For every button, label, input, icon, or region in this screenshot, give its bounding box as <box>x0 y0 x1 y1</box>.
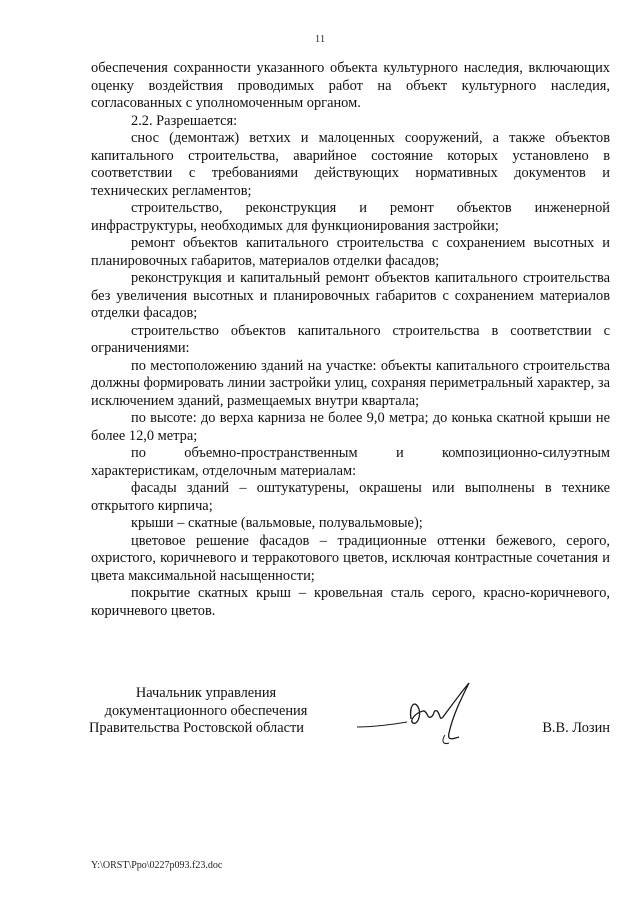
file-path: Y:\ORST\Ppo\0227p093.f23.doc <box>91 860 223 871</box>
signatory-name: В.В. Лозин <box>542 720 610 736</box>
paragraph: цветовое решение фасадов – традиционные оттенки бежевого, серого, охристого, коричневого и терракотового цветов, исключая контрастные сочетания и цвета максимальной насыщенности; <box>91 532 610 584</box>
paragraph: строительство, реконструкция и ремонт объектов инженерной инфраструктуры, необходимых для функционирования застройки; <box>91 200 610 234</box>
signature-block <box>91 685 610 765</box>
paragraph: по местоположению зданий на участке: объекты капитального строительства должны формировать линии застройки улиц, сохраняя периметральный характер, за исключением зданий, размещаемых внутри квартала; <box>91 357 610 409</box>
paragraph: покрытие скатных крыш – кровельная сталь серого, красно-коричневого, коричневого цветов. <box>91 585 610 619</box>
paragraph: ремонт объектов капитального строительства с сохранением высотных и планировочных габаритов, материалов отделки фасадов; <box>91 235 610 269</box>
paragraph-continuation: обеспечения сохранности указанного объекта культурного наследия, включающих оценку воздействия проводимых работ на объект культурного наследия, согласованных с уполномоченным органом. <box>91 60 610 111</box>
section-heading-2-2: 2.2. Разрешается: <box>131 112 238 129</box>
paragraph: по объемно-пространственным и композиционно-силуэтным характеристикам, отделочным материалам: <box>91 445 610 479</box>
paragraph: реконструкция и капитальный ремонт объектов капитального строительства без увеличения высотных и планировочных габаритов с сохранением материалов отделки фасадов; <box>91 270 610 321</box>
paragraph: фасады зданий – оштукатурены, окрашены или выполнены в технике открытого кирпича; <box>91 480 610 514</box>
paragraph: по высоте: до верха карниза не более 9,0 метра; до конька скатной крыши не более 12,0 метра; <box>91 410 610 444</box>
document-body <box>91 60 610 620</box>
signatory-title-line-1: Начальник управления <box>135 685 277 701</box>
signatory-title-line-2: документационного обеспечения <box>104 702 308 719</box>
page-number: 11 <box>314 33 326 45</box>
signatory-title-line-3: Правительства Ростовской области <box>89 720 304 736</box>
paragraph: строительство объектов капитального строительства в соответствии с ограничениями: <box>91 322 610 356</box>
paragraph: крыши – скатные (вальмовые, полувальмовые); <box>131 515 423 531</box>
signatory-title <box>91 685 321 738</box>
paragraph: снос (демонтаж) ветхих и малоценных сооружений, а также объектов капитального строительства, аварийное состояние которых установлено в соответствии с требованиями действующих нормативных документов и технических регламентов; <box>91 130 610 199</box>
handwritten-signature <box>349 675 479 755</box>
